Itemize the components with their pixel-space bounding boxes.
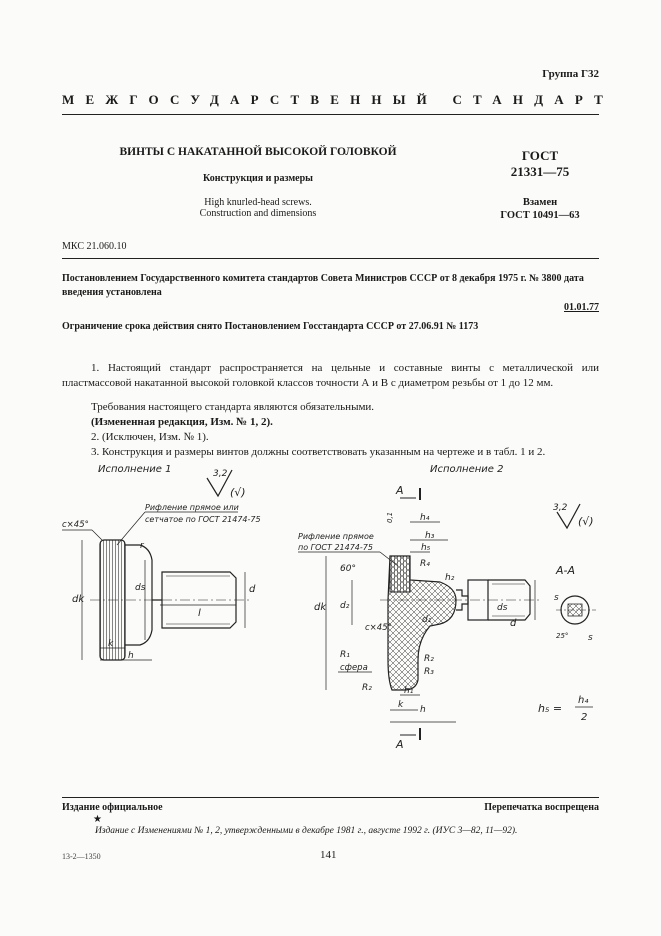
document-subtitle: Конструкция и размеры <box>203 173 313 184</box>
svg-text:R₁: R₁ <box>340 650 350 660</box>
knurl-note-2b: по ГОСТ 21474-75 <box>298 543 373 552</box>
chamfer-label-1: c×45° <box>62 520 89 530</box>
star-mark: ★ <box>93 814 102 825</box>
page-number: 141 <box>320 849 337 861</box>
gost-label: ГОСТ <box>521 148 559 163</box>
knurl-note-1b: сетчатое по ГОСТ 21474-75 <box>145 515 261 524</box>
svg-text:d: d <box>510 618 517 629</box>
reprint-label: Перепечатка воспрещена <box>484 802 599 813</box>
svg-text:R₃: R₃ <box>424 667 434 677</box>
svg-text:(√): (√) <box>578 515 594 528</box>
roughness-mark-1 <box>207 469 246 499</box>
svg-text:60°: 60° <box>340 564 356 574</box>
svg-text:0,1: 0,1 <box>386 511 394 523</box>
changes-note: Издание с Изменениями № 1, 2, утвержденными в декабре 1981 г., августе 1992 г. (ИУС 3—82, 11—92). <box>95 826 518 836</box>
svg-text:А: А <box>396 738 404 751</box>
roughness-mark-2 <box>553 503 594 528</box>
edition-label: Издание официальное <box>62 802 163 813</box>
svg-text:d₂: d₂ <box>340 601 350 611</box>
svg-text:3,2: 3,2 <box>553 503 568 513</box>
sphere-label: сфера <box>340 663 368 673</box>
svg-text:h₃: h₃ <box>425 531 435 541</box>
mks-code: МКС 21.060.10 <box>62 241 127 252</box>
svg-text:k: k <box>108 639 114 649</box>
paragraph-2: 2. (Исключен, Изм. № 1). <box>91 431 209 443</box>
svg-text:h₄: h₄ <box>420 513 430 523</box>
svg-text:h: h <box>128 651 134 661</box>
svg-text:h: h <box>420 705 426 715</box>
svg-text:l: l <box>198 608 201 619</box>
svg-text:R₂: R₂ <box>424 654 434 664</box>
chamfer-label-2: c×45° <box>365 623 392 633</box>
svg-text:r: r <box>140 541 144 551</box>
svg-text:h₁: h₁ <box>404 686 414 696</box>
paragraph-1: 1. Настоящий стандарт распространяется на цельные и составные винты с металлической или пластмассовой накатанной высокой головкой классов точности А и В с диаметром резьбы от 1 до 12 мм. <box>62 362 599 389</box>
english-title-line-1: High knurled-head screws. <box>204 197 312 208</box>
paragraph-1-requirement: Требования настоящего стандарта являются обязательными. <box>91 401 375 413</box>
replaces-label: Взамен <box>522 197 558 208</box>
svg-text:2: 2 <box>581 712 588 723</box>
svg-text:ds: ds <box>497 603 508 613</box>
variant2-label: Исполнение 2 <box>430 464 504 475</box>
svg-text:dk: dk <box>72 594 85 605</box>
svg-text:d: d <box>249 584 256 595</box>
svg-text:3,2: 3,2 <box>213 469 228 479</box>
svg-text:s: s <box>554 593 559 603</box>
svg-text:R₂: R₂ <box>362 683 372 693</box>
paragraph-1-edition: (Измененная редакция, Изм. № 1, 2). <box>91 416 273 428</box>
print-code: 13-2—1350 <box>62 852 101 861</box>
screw-1-body <box>90 540 250 660</box>
svg-text:d₁: d₁ <box>422 615 432 625</box>
h5-formula <box>538 695 593 723</box>
variant1-label: Исполнение 1 <box>98 464 172 475</box>
english-title-line-2: Construction and dimensions <box>199 208 317 219</box>
svg-text:(√): (√) <box>230 486 246 499</box>
svg-text:h₂: h₂ <box>445 573 455 583</box>
svg-text:А: А <box>396 484 404 497</box>
svg-text:h₅: h₅ <box>421 543 431 553</box>
svg-text:dk: dk <box>314 602 327 613</box>
svg-text:R₄: R₄ <box>420 559 430 569</box>
section-view <box>554 593 596 643</box>
document-title: ВИНТЫ С НАКАТАННОЙ ВЫСОКОЙ ГОЛОВКОЙ <box>119 146 397 158</box>
effective-date: 01.01.77 <box>564 302 599 313</box>
gost-number: 21331—75 <box>510 164 570 179</box>
limitation-text: Ограничение срока действия снято Постановлением Госстандарта СССР от 27.06.91 № 1173 <box>62 321 479 332</box>
section-label: А-А <box>556 564 576 577</box>
knurl-note-2a: Рифление прямое <box>298 532 374 541</box>
group-code: Группа Г32 <box>542 68 599 80</box>
section-cut-bottom <box>395 728 420 751</box>
svg-text:s: s <box>588 633 593 643</box>
svg-text:k: k <box>398 700 404 710</box>
svg-text:h₄: h₄ <box>578 695 589 706</box>
section-cut-top <box>395 484 420 500</box>
decree-text: Постановлением Государственного комитета стандартов Совета Министров СССР от 8 декабря 1975 г. № 3800 дата введения установлена <box>62 273 584 298</box>
knurl-note-1a: Рифление прямое или <box>145 503 239 512</box>
svg-text:25°: 25° <box>556 632 569 640</box>
paragraph-3: 3. Конструкция и размеры винтов должны соответствовать указанным на чертеже и в табл. 1 и 2. <box>91 446 546 458</box>
svg-text:h₅ =: h₅ = <box>538 702 563 715</box>
svg-text:ds: ds <box>135 583 146 593</box>
footer-rule <box>62 797 599 798</box>
replaces-number: ГОСТ 10491—63 <box>500 210 580 221</box>
standard-banner: МЕЖГОСУДАРСТВЕННЫЙ СТАНДАРТ <box>62 92 615 107</box>
